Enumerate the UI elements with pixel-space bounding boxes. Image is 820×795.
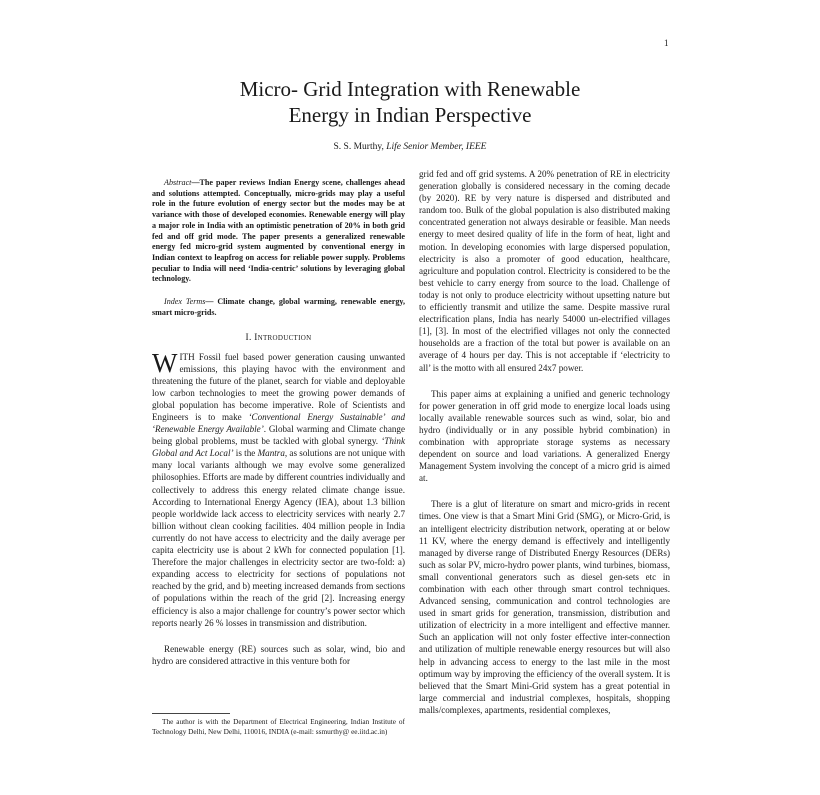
section-heading xyxy=(152,332,405,344)
intro-paragraph-1 xyxy=(152,347,405,629)
section-number: I. xyxy=(245,333,252,344)
paper-title xyxy=(150,76,670,128)
intro-paragraph-2: Renewable energy (RE) sources such as solar, wind, bio and hydro are considered attractive in this venture both for xyxy=(152,643,405,666)
index-terms xyxy=(152,297,405,318)
left-column xyxy=(152,178,405,667)
index-terms-label: Index Terms xyxy=(164,297,206,307)
page-number: 1 xyxy=(664,38,669,48)
right-column xyxy=(419,168,670,716)
author-name: S. S. Murthy, xyxy=(333,142,387,152)
footnote: The author is with the Department of Electrical Engineering, Indian Institute of Technology Delhi, New Delhi, 110016, INDIA (e-mail: ssmurthy@ ee.iitd.ac.in) xyxy=(152,717,405,736)
intro-text-c: is the xyxy=(233,448,258,459)
footnote-rule xyxy=(152,713,230,714)
author-role: Life Senior Member, IEEE xyxy=(386,142,487,152)
intro-emphasis-3: Mantra xyxy=(257,448,285,459)
right-paragraph-2: This paper aims at explaining a unified and generic technology for power generation in off grid mode to energize local loads using locally available renewable sources such as wind, solar, bio and hydro (individually or in any possible hybrid combination) in combination with appropriate storage systems as necessary dependent on source and load variations. A generalized Energy Management System involving the concept of a micro grid is aimed at. xyxy=(419,388,670,484)
right-paragraph-1: grid fed and off grid systems. A 20% penetration of RE in electricity generation globally is considered necessary in the coming decade (by 2020). RE by very nature is dispersed and distributed and random too. Bulk of the global population is also distributed making concentrated generation not always desirable or feasible. Man needs energy to meet desired quality of life in the form of heat, light and motion. In developing economies with large dispersed population, electricity is also a promoter of good education, healthcare, agriculture and population control. Electricity is considered to be the best vehicle to carry energy from source to the load. Challenge of today is not only to produce electricity without upsetting nature but to efficiently transmit and utilize the same. Despite massive rural electrification plans, India has nearly 54000 un-electrified villages [1], [3]. In most of the electrified villages not only the connected households are a fraction of the total but power is available on an average of 4 hours per day. This is not acceptable if ‘electricity to all’ is the motto with all ensured 24x7 power. xyxy=(419,169,670,373)
abstract xyxy=(152,178,405,285)
intro-emphasis-1: ‘Conventional Energy Sustainable’ and ‘Renewable Energy Available’ xyxy=(152,412,405,435)
title-line-1: Micro- Grid Integration with Renewable xyxy=(239,77,581,101)
author-line xyxy=(150,142,670,152)
intro-text-a: ITH Fossil fuel based power generation causing unwanted emissions, this playing havoc with the environment and threatening the future of the planet, search for viable and deployable low carbon technologies to meet the growing power demands of global population has become imperative. Role of Scientists and Engineers is to make xyxy=(152,351,405,422)
index-terms-text: — Climate change, global warming, renewable energy, smart micro-grids. xyxy=(152,297,405,317)
abstract-text: —The paper reviews Indian Energy scene, challenges ahead and solutions attempted. Conceptually, micro-grids may play a useful role in the future evolution of energy sector but the modes may be at variance with those of developed economies. Renewable energy will play a major role in India with an optimistic penetration of 20% in both grid fed and off grid mode. The paper presents a generalized renewable energy fed micro-grid system augmented by conventional energy in Indian context to leapfrog on access for reliable power supply. Problems peculiar to India will need ‘India-centric’ solutions by leveraging global technology. xyxy=(152,178,405,284)
section-title: Introduction xyxy=(254,333,312,344)
title-line-2: Energy in Indian Perspective xyxy=(288,103,532,127)
intro-emphasis-2: ‘Think Global and Act Local’ xyxy=(152,436,405,459)
right-paragraph-3: There is a glut of literature on smart and micro-grids in recent times. One view is that a Smart Mini Grid (SMG), or Micro-Grid, is an intelligent electricity distribution network, operating at or below 11 KV, where the energy demand is effectively and intelligently managed by diverse range of Distributed Energy Resources (DERs) such as solar PV, micro-hydro power plants, wind turbines, biomass, small conventional generators such as diesel gen-sets etc in combination with each other through smart control techniques. Advanced sensing, communication and control technologies are used in smart grids for generation, transmission, distribution and utilization of electricity in a more intelligent and effective manner. Such an application will not only foster effective inter-connection and utilization of multiple renewable energy resources but will also help in advancing access to energy to the last mile in the most optimum way by improving the efficiency of the overall system. It is believed that the Smart Mini-Grid system has a great potential in large commercial and industrial complexes, hospitals, shopping malls/complexes, apartments, residential complexes, xyxy=(419,499,670,715)
abstract-label: Abstract xyxy=(164,178,192,187)
intro-text-d: , as solutions are not unique with many local variants although we may evolve some generalized philosophies. Efforts are made by different countries individually and collectively to address this energy related climate change issue. According to International Energy Agency (IEA), about 1.3 billion people worldwide lack access to electricity services with nearly 2.7 billion without clean cooking facilities. 404 million people in India currently do not have access to electricity and the daily average per capita electricity use is about 2 kWh for connected population [1]. Therefore the major challenges in electricity sector are two-fold: a) expanding access to electricity for sections of populations not reached by the grid, and b) meeting increased demands from sections of populations within the reach of the grid [2]. Increasing energy efficiency is also a major challenge for country’s power sector which reports nearly 26 % losses in transmission and distribution. xyxy=(152,448,405,628)
intro-text-b: . Global warming and Climate change being global problems, must be tackled with global synergy. xyxy=(152,424,405,447)
drop-cap: W xyxy=(152,347,178,378)
